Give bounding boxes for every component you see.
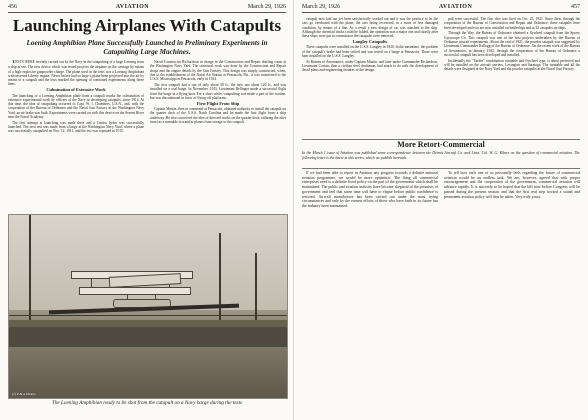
left-header-rule <box>8 12 286 13</box>
letter-paragraph: To tell how each one of us personally feels regarding the future of commercial aviation would be an endless task. We are, however, agreed that with proper encouragement and the cooperation of the government, commercial aviation will advance rapidly. It is sincerely to be hoped that the bill now before Congress will be passed during the present session and that the first real step toward a sound and permanent aviation policy will thus be taken. Very truly yours. <box>444 171 580 199</box>
article-column-3 <box>302 17 438 137</box>
photo-mast <box>29 214 31 323</box>
catapult-photograph <box>8 214 288 399</box>
section-heading-langley: Langley Catapults <box>352 38 388 44</box>
article-paragraph: Through the Way, the Bureau of Ordnance obtained a flywheel catapult from the Sperry Gyroscope Co. This catapult was one of the first projects undertaken by the Bureau of Ordnance aircraft experiments. About the end of 1921, the powder catapult was suggested by Lieutenant Commander Kellogg of the Bureau of Ordnance. On the recent work of the Bureau of Aeronautics, in January, 1922, through the cooperation of the Bureau of Ordnance a successful catapult has been developed and installed. <box>444 31 580 57</box>
article-paragraph: pult were successful. The first shot was fired on Oct. 25, 1921. Since then, through the cooperation of the Bureau of Construction and Repair and Ordnance, these catapults have been developed and two are now installed on battleships and at 32 catapults on ships. <box>444 17 580 30</box>
right-page-number: 457 <box>571 4 580 10</box>
article-subtitle: Loening Amphibian Plane Successfully Launched in Preliminary Experiments in Catapulting Large Machines. <box>26 39 268 56</box>
article-lead-paragraph: TESTS WERE recently carried out by the Navy in the catapulting of a large Loening from a ship at sea. The new device which was tested projects the airplane on the carriage by means of a high explosive gunpowder charge. The plane used in the tests was a Loening Amphibian with inverted Liberty engine. Never before had so large a plane been projected into the air by means of a catapult and the tests marked the opening of continued experiments along these lines. <box>8 60 144 87</box>
article-column-1 <box>8 60 144 210</box>
photo-lower-wing <box>79 287 191 295</box>
article-column-2 <box>150 60 286 210</box>
article-paragraph: Incidentally the "Varder" combination turntable and flywheel type, is about perfected and will be installed on the aircraft carriers, Lexington and Saratoga. The turntable and all the details were designed at the Navy Yard and the powder catapults at the Naval Gun Factory. <box>444 58 580 72</box>
photo-mast <box>219 233 221 323</box>
photo-water <box>9 347 287 398</box>
section-heading-culmination: Culmination of Extensive Work <box>46 87 106 93</box>
letter-paragraph: If we had been able to report in Aviation any progress towards a definite national aviation programme, we would be more optimistic. The thing all commercial enterprises need is a definite fixed policy on the part of the government which shall be maintained. The public and aviation industry have become skeptical of the promises of government and feel that some time will have to elapse before public confidence is restored. Aircraft manufacture has been carried out under the most trying circumstances and only by the earnest efforts of those who have faith in its future has the industry been maintained. <box>302 171 438 208</box>
intro-divider <box>302 168 580 169</box>
left-page-number: 456 <box>8 4 17 10</box>
correspondence-heading: More Retort-Commercial <box>397 140 485 149</box>
article-paragraph: catapult now laid out yet been satisfactorily worked out and it was the practice to let the cars go overboard with the plane, the cars being recovered, in a more or less damaged condition, by means of a line. As a result a new design of car was attached to the ship. Although the chemical tracks could be folded, the operation was a major one and shortly after these ships were put in commission the catapults were removed. <box>302 17 438 39</box>
article-paragraph: Captain Mustin, then in command at Pensacola, obtained authority to install the catapult on the quarter deck of the U.S.S. North Carolina and he made the first flight from a ship underway. He also conceived the idea of directed tracks on the quarter deck, utilizing the after turret as a turntable to transfer planes from storage to the catapult. <box>150 106 286 124</box>
correspondence-column-b <box>444 171 580 414</box>
left-page-header <box>8 4 286 10</box>
article-paragraph: The first catapult had a run of only about 30 ft., the new one about 120 ft., and was installed on a coal barge. In November, 1915, Lieutenant Bellinger made a successful flight from the barge in a flying boat. For a short while, catapulting was made a part of the routine, but was discontinued in favor of flying-off platforms. <box>150 82 286 100</box>
left-publication-name: AVIATION <box>115 4 150 10</box>
article-title: Launching Airplanes With Catapults <box>12 16 282 35</box>
page-gutter <box>293 0 294 420</box>
correspondence-intro: In the March 1 issue of Aviation was published some correspondence between the Detroit Aircraft Co. and Lieut. Col. W. G. Kilner on the question of commercial aviation. The following letter is the latest in this series, which we publish herewith. <box>302 151 580 160</box>
article-paragraph: At Bureau of Aeronautics, under Captain Mustin, and later under Commander Richardson, Lieutenant Cowan, then a civilian steel draftsman, had much to do with the development of detail plans and engineering features of the design. <box>302 59 438 73</box>
section-heading-first-flight: First Flight From Ship <box>196 100 240 106</box>
photo-sky <box>9 215 287 310</box>
right-publication-name: AVIATION <box>438 4 473 10</box>
left-issue-date: March 29, 1926 <box>247 4 286 10</box>
photo-deck-rail <box>9 315 287 316</box>
right-page-header <box>302 4 580 10</box>
photo-mast <box>255 253 257 323</box>
article-column-4 <box>444 17 580 137</box>
photo-caption: The Loening Amphibian ready to be shot from the catapult on a Navy barge during the tests <box>51 400 243 406</box>
article-paragraph: The first attempt at launching was made there and a Curtiss hydro was successfully launched. The next test was made from a barge at the Washington Navy Yard, where a plane was successfully catapulted on Nov. 12, 1912, and the test was repeated in 1915. <box>8 120 144 134</box>
photo-credit: (c) P & A Photos <box>12 392 36 396</box>
article-paragraph: Naval Constructor Richardson in charge in the Construction and Repair drafting room at the Washington Navy Yard. The structural work was done by the Construction and Repair shops and the engine details by the Gun Factory. This design was simply constructed, when, due to the establishment of the Naval Air Station at Pensacola, Fla., it was transferred to the U.S.S. Mississippi at Pensacola, early in 1914. <box>150 60 286 82</box>
correspondence-column-a <box>302 171 438 414</box>
article-paragraph: These catapults were installed on the U.S.S. Langley in 1920. In the meantime, the problem of the catapult's brake had been solved and was tested on a barge at Pensacola. These were later installed on the U.S.S. Langley. <box>302 45 438 58</box>
right-header-rule <box>302 12 580 13</box>
article-paragraph: The launching of a Loening Amphibian plane from a catapult marks the culmination of extensive experimental work by officers of the Navy in developing catapults, since 1912. At this time, the idea of catapulting occurred to Capt. W. I. Chambers, U.S.N., and, with the cooperation of the Bureau of Ordnance and the Naval Gun Factory at the Washington Navy Yard, an air brake was built. Experiments were carried on with this device on the Severn River near the Naval Academy. <box>8 93 144 120</box>
right-issue-date: March 29, 1926 <box>302 4 341 10</box>
